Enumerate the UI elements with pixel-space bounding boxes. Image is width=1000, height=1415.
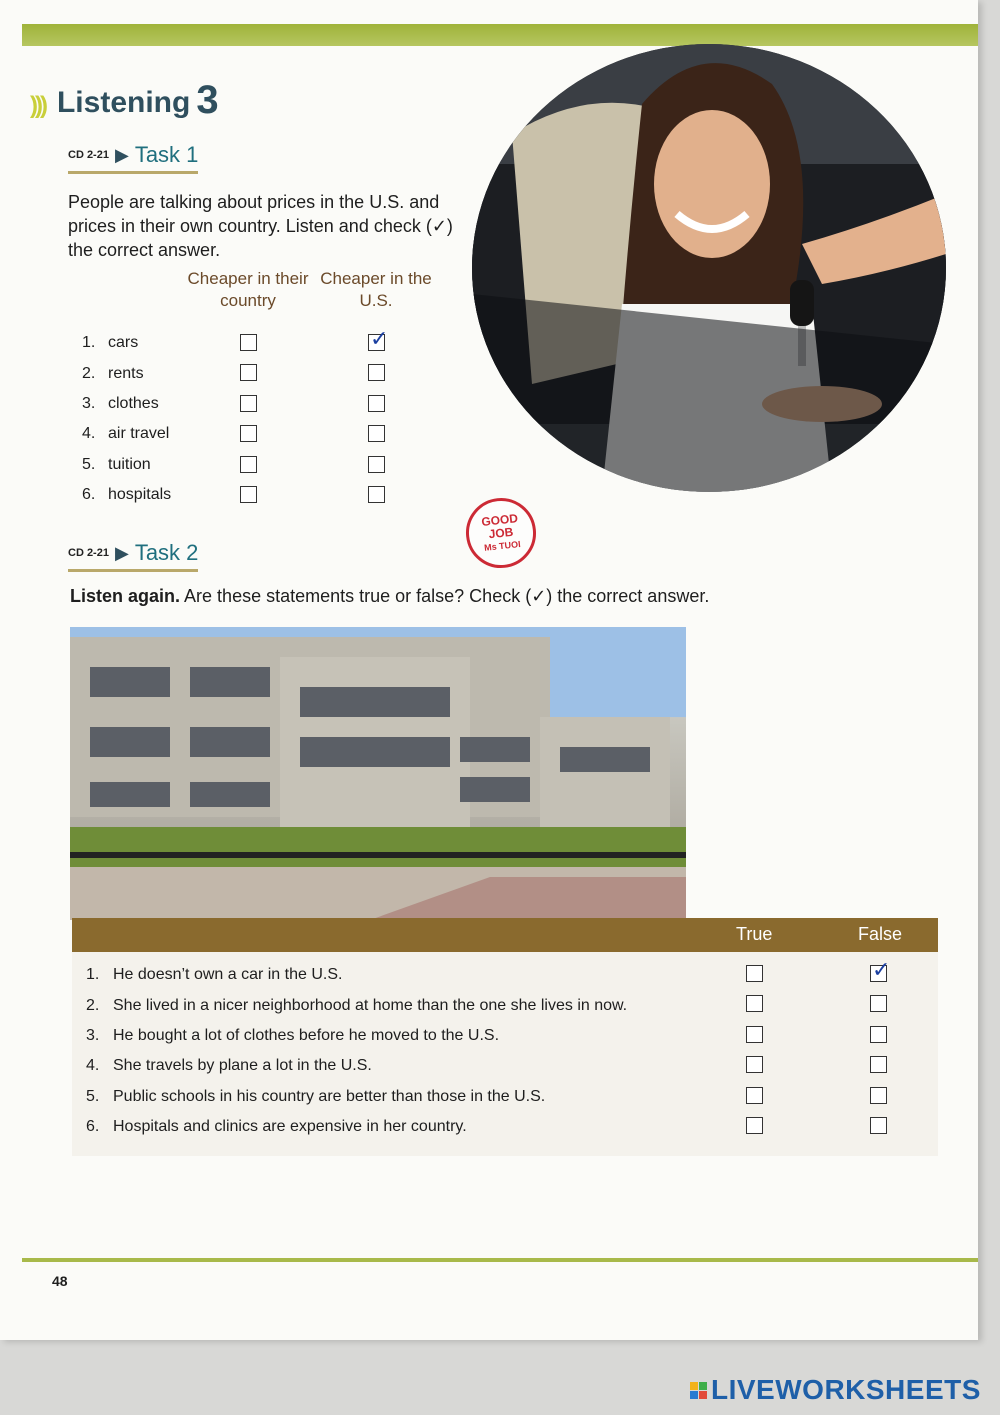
title-number: 3 (196, 78, 219, 122)
task2-table-header (72, 918, 938, 952)
play-arrow-icon: ▶ (114, 144, 129, 165)
task2-title: Task 2 (134, 540, 199, 565)
checkbox-cheaper-us[interactable] (368, 326, 389, 351)
task2-row (86, 957, 891, 990)
statement-text: Hospitals and clinics are expensive in her country. (113, 1118, 467, 1136)
checkbox-false[interactable] (870, 1026, 887, 1043)
checkbox-cheaper-us[interactable] (368, 486, 385, 503)
statement-text: He bought a lot of clothes before he moved to the U.S. (113, 1026, 500, 1044)
checkbox-false[interactable] (870, 957, 891, 982)
task1-row (82, 358, 228, 388)
task2-heading (68, 540, 198, 566)
task1-title: Task 1 (134, 142, 199, 167)
checkbox-false[interactable] (870, 1056, 887, 1073)
task2-instructions (70, 586, 709, 607)
stamp-line3: Ms TUOI (483, 538, 521, 553)
liveworksheets-logo-icon (690, 1382, 707, 1399)
checkbox-cheaper-us[interactable] (368, 456, 385, 473)
row-item: rents (108, 364, 144, 382)
row-item: air travel (108, 425, 170, 443)
task1-row (82, 450, 228, 480)
task1-underline (68, 171, 198, 174)
task2-row (86, 1021, 733, 1051)
stamp-line2: JOB (487, 524, 514, 541)
checkbox-true[interactable] (746, 1117, 763, 1134)
liveworksheets-logo (690, 1374, 981, 1406)
top-accent-bar (22, 24, 978, 46)
check-icon: ✓ (370, 326, 389, 351)
check-icon: ✓ (872, 957, 891, 982)
row-number: 6. (86, 1118, 100, 1136)
task2-row (86, 1082, 733, 1112)
task2-row (86, 1112, 733, 1142)
woman-in-car-photo (472, 44, 946, 492)
col-heading-their-country: Cheaper in their country (187, 269, 309, 310)
task1-row (82, 419, 228, 449)
checkbox-true[interactable] (746, 995, 763, 1012)
row-number: 2. (82, 364, 96, 382)
task2-row (86, 990, 733, 1020)
row-number: 1. (86, 966, 100, 984)
task1-list (82, 326, 389, 510)
statement-text: She travels by plane a lot in the U.S. (113, 1057, 372, 1075)
row-item: clothes (108, 394, 159, 412)
good-job-stamp (463, 495, 540, 572)
row-number: 6. (82, 486, 96, 504)
checkbox-false[interactable] (870, 1087, 887, 1104)
task2-list (86, 957, 891, 1142)
checkbox-cheaper-their-country[interactable] (240, 456, 257, 473)
checkbox-cheaper-their-country[interactable] (240, 334, 257, 351)
checkbox-cheaper-their-country[interactable] (240, 364, 257, 381)
sound-waves-icon: ))) (30, 92, 45, 119)
checkbox-cheaper-us[interactable] (368, 364, 385, 381)
task1-heading (68, 142, 198, 168)
title-word: Listening (56, 86, 191, 119)
school-building-photo (70, 627, 686, 920)
checkbox-false[interactable] (870, 1117, 887, 1134)
task1-instructions: People are talking about prices in the U.S. and prices in their own country. Listen and check (✓) the correct answer. (68, 192, 453, 260)
statement-text: He doesn’t own a car in the U.S. (113, 966, 343, 984)
checkbox-cheaper-us[interactable] (368, 395, 385, 412)
col-heading-false: False (858, 924, 903, 944)
checkbox-true[interactable] (746, 1087, 763, 1104)
row-item: hospitals (108, 486, 172, 504)
cd-track-label: CD 2-21 (68, 149, 109, 161)
row-number: 5. (86, 1087, 100, 1105)
instructions-bold: Listen again. (70, 586, 181, 606)
checkbox-true[interactable] (746, 1056, 763, 1073)
row-number: 1. (82, 334, 96, 352)
checkbox-cheaper-their-country[interactable] (240, 395, 257, 412)
instructions-rest: Are these statements true or false? Check (✓) the correct answer. (180, 586, 710, 606)
checkbox-cheaper-their-country[interactable] (240, 425, 257, 442)
row-number: 4. (82, 425, 96, 443)
col-heading-true: True (736, 924, 773, 944)
cd-track-label: CD 2-21 (68, 547, 109, 559)
row-number: 2. (86, 996, 100, 1014)
task1-row (82, 480, 228, 510)
task1-row (82, 389, 228, 419)
task2-underline (68, 569, 198, 572)
checkbox-true[interactable] (746, 1026, 763, 1043)
section-title (30, 76, 219, 120)
row-item: cars (108, 334, 139, 352)
stamp-line1: GOOD (480, 510, 519, 529)
checkbox-true[interactable] (746, 965, 763, 982)
checkbox-cheaper-their-country[interactable] (240, 486, 257, 503)
bottom-accent-bar (22, 1258, 978, 1262)
statement-text: She lived in a nicer neighborhood at home than the one she lives in now. (113, 996, 628, 1014)
checkbox-false[interactable] (870, 995, 887, 1012)
checkbox-cheaper-us[interactable] (368, 425, 385, 442)
task1-row (82, 326, 389, 358)
row-number: 3. (82, 394, 96, 412)
row-item: tuition (108, 455, 151, 473)
row-number: 4. (86, 1057, 100, 1075)
liveworksheets-brand: LIVEWORKSHEETS (711, 1374, 981, 1405)
row-number: 5. (82, 455, 96, 473)
col-heading-us: Cheaper in the U.S. (320, 269, 432, 310)
play-arrow-icon: ▶ (114, 542, 129, 563)
row-number: 3. (86, 1026, 100, 1044)
statement-text: Public schools in his country are better than those in the U.S. (113, 1087, 546, 1105)
page-number: 48 (52, 1273, 68, 1289)
task2-row (86, 1051, 733, 1081)
